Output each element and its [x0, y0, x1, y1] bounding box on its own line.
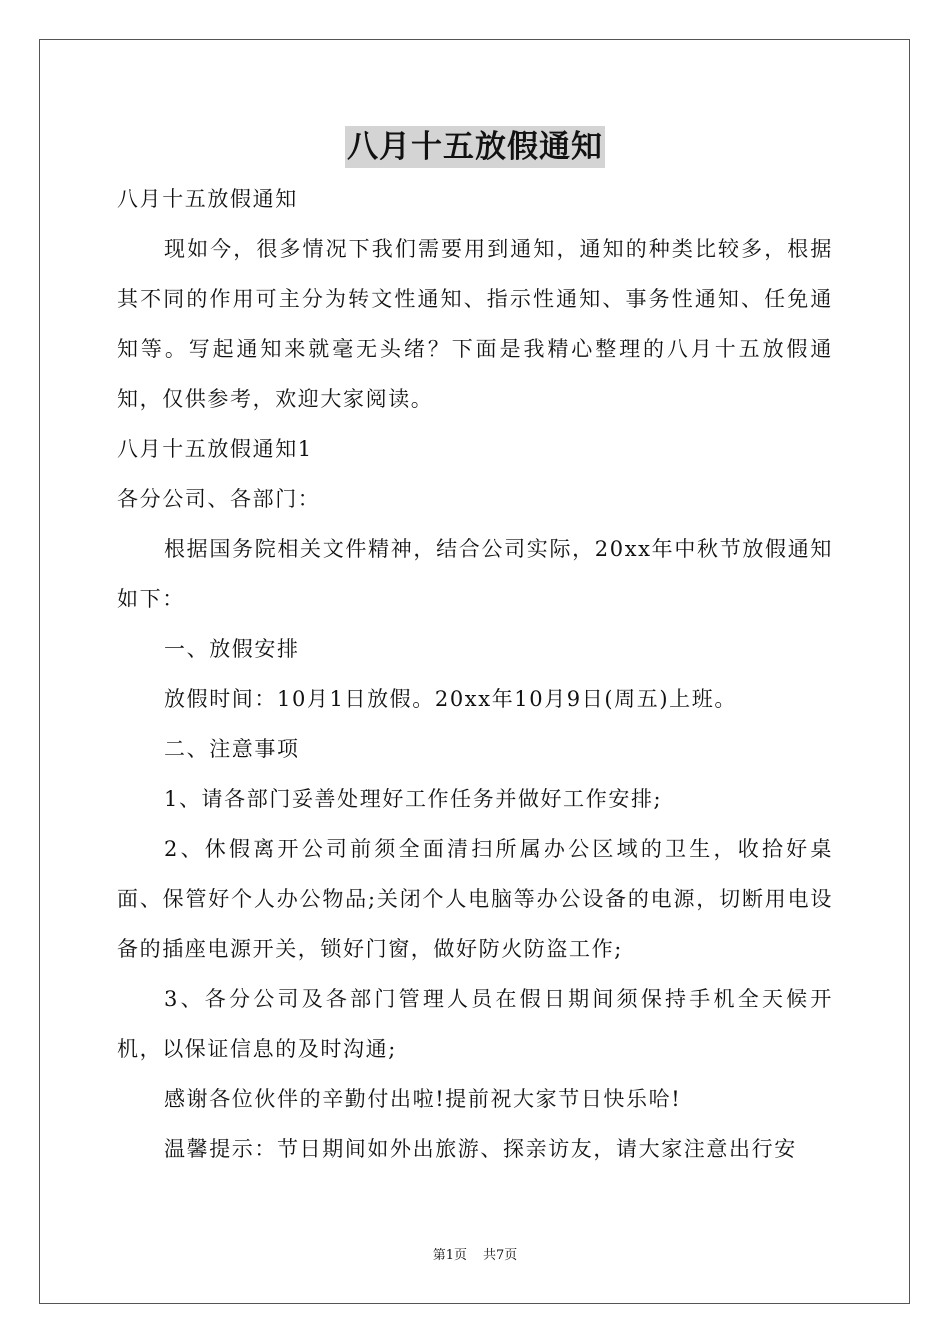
intro-paragraph: 现如今，很多情况下我们需要用到通知，通知的种类比较多，根据其不同的作用可主分为转文性通知、指示性通知、事务性通知、任免通知等。写起通知来就毫无头绪？下面是我精心整理的八月十五放假通知，仅供参考，欢迎大家阅读。	[117, 237, 833, 411]
subtitle-paragraph: 八月十五放假通知	[117, 187, 298, 211]
item-heading: 二、注意事项	[164, 737, 300, 761]
page-total: 共7页	[483, 1248, 518, 1263]
list-item: 1、请各部门妥善处理好工作任务并做好工作安排;	[164, 787, 663, 811]
page-title: 八月十五放假通知	[345, 126, 605, 168]
body-paragraph: 温馨提示：节日期间如外出旅游、探亲访友，请大家注意出行安	[164, 1137, 797, 1161]
list-item: 3、各分公司及各部门管理人员在假日期间须保持手机全天候开机，以保证信息的及时沟通;	[117, 987, 833, 1061]
salutation: 各分公司、各部门：	[117, 487, 321, 511]
body-paragraph: 感谢各位伙伴的辛勤付出啦!提前祝大家节日快乐哈!	[164, 1087, 682, 1111]
document-body	[117, 174, 833, 1174]
item-heading: 一、放假安排	[164, 637, 300, 661]
title-container	[0, 126, 950, 168]
page-footer	[0, 1247, 950, 1265]
page-number: 第1页	[432, 1248, 467, 1263]
section-heading: 八月十五放假通知1	[117, 437, 313, 461]
list-item: 2、休假离开公司前须全面清扫所属办公区域的卫生，收拾好桌面、保管好个人办公物品;关闭个人电脑等办公设备的电源，切断用电设备的插座电源开关，锁好门窗，做好防火防盗工作;	[117, 837, 833, 961]
body-paragraph: 放假时间：10月1日放假。20xx年10月9日(周五)上班。	[164, 687, 737, 711]
body-paragraph: 根据国务院相关文件精神，结合公司实际，20xx年中秋节放假通知如下：	[117, 537, 833, 611]
